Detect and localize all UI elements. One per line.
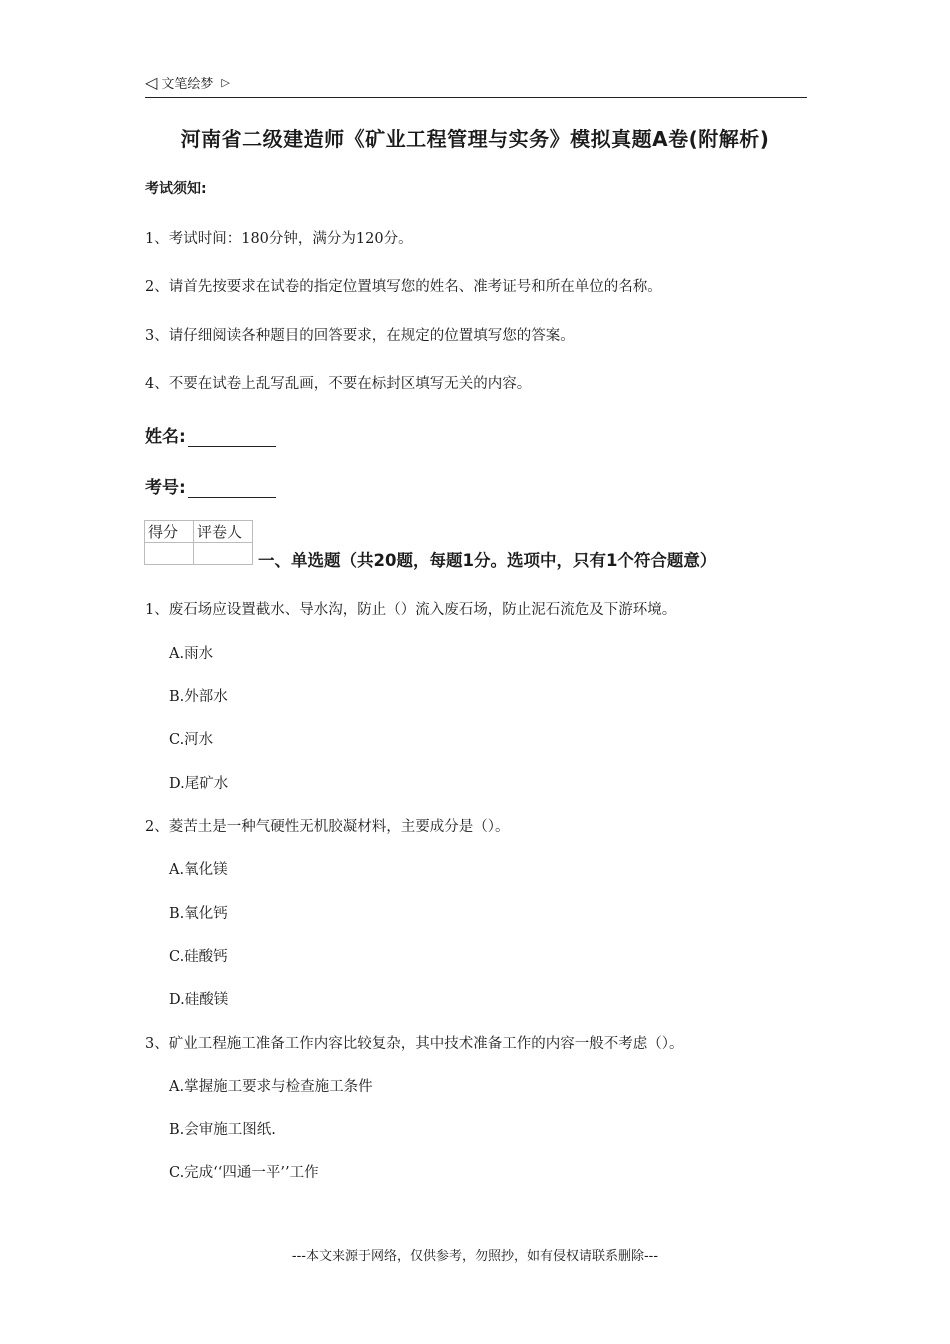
- question-stem: 1、废石场应设置截水、导水沟，防止（）流入废石场，防止泥石流危及下游环境。: [145, 602, 677, 618]
- notice-item: 2、请首先按要求在试卷的指定位置填写您的姓名、准考证号和所在单位的名称。: [145, 279, 662, 295]
- page-header: [145, 73, 230, 92]
- score-table: [144, 520, 253, 565]
- grader-header: 评卷人: [194, 521, 253, 543]
- score-header: 得分: [145, 521, 194, 543]
- section-title: 一、单选题（共20题，每题1分。选项中，只有1个符合题意）: [258, 551, 717, 570]
- question-option: A.雨水: [169, 646, 214, 662]
- notice-item: 3、请仔细阅读各种题目的回答要求，在规定的位置填写您的答案。: [145, 328, 575, 344]
- document-title: 河南省二级建造师《矿业工程管理与实务》模拟真题A卷(附解析): [180, 127, 770, 151]
- question-option: B.会审施工图纸.: [169, 1122, 276, 1138]
- page-footer: ---本文来源于网络，仅供参考，勿照抄，如有侵权请联系删除---: [291, 1249, 659, 1264]
- question-option: C.河水: [169, 732, 214, 748]
- question-stem: 2、菱苦土是一种气硬性无机胶凝材料，主要成分是（）。: [145, 819, 510, 835]
- notice-item: 4、不要在试卷上乱写乱画，不要在标封区填写无关的内容。: [145, 376, 532, 392]
- question-option: B.氧化钙: [169, 906, 228, 922]
- name-field: [145, 422, 276, 447]
- exam-id-blank[interactable]: [188, 479, 276, 498]
- question-option: D.硅酸镁: [169, 992, 229, 1008]
- name-blank[interactable]: [188, 428, 276, 447]
- notice-item: 1、考试时间：180分钟，满分为120分。: [145, 231, 413, 247]
- triangle-left-icon: ◁: [145, 72, 158, 92]
- exam-id-field: [145, 473, 276, 498]
- question-option: A.掌握施工要求与检查施工条件: [169, 1079, 373, 1095]
- question-option: D.尾矿水: [169, 776, 229, 792]
- name-label: 姓名:: [145, 427, 186, 447]
- question-option: B.外部水: [169, 689, 228, 705]
- brand-text: 文笔绘梦: [161, 77, 214, 92]
- question-option: C.硅酸钙: [169, 949, 228, 965]
- header-divider: [145, 97, 807, 98]
- question-stem: 3、矿业工程施工准备工作内容比较复杂，其中技术准备工作的内容一般不考虑（）。: [145, 1036, 684, 1052]
- triangle-right-icon: ▷: [221, 76, 230, 89]
- grader-cell[interactable]: [194, 543, 253, 565]
- notice-heading: 考试须知:: [145, 181, 207, 197]
- question-option: A.氧化镁: [169, 862, 228, 878]
- exam-id-label: 考号:: [145, 478, 186, 498]
- score-cell[interactable]: [145, 543, 194, 565]
- question-option: C.完成‘‘四通一平’’工作: [169, 1165, 319, 1181]
